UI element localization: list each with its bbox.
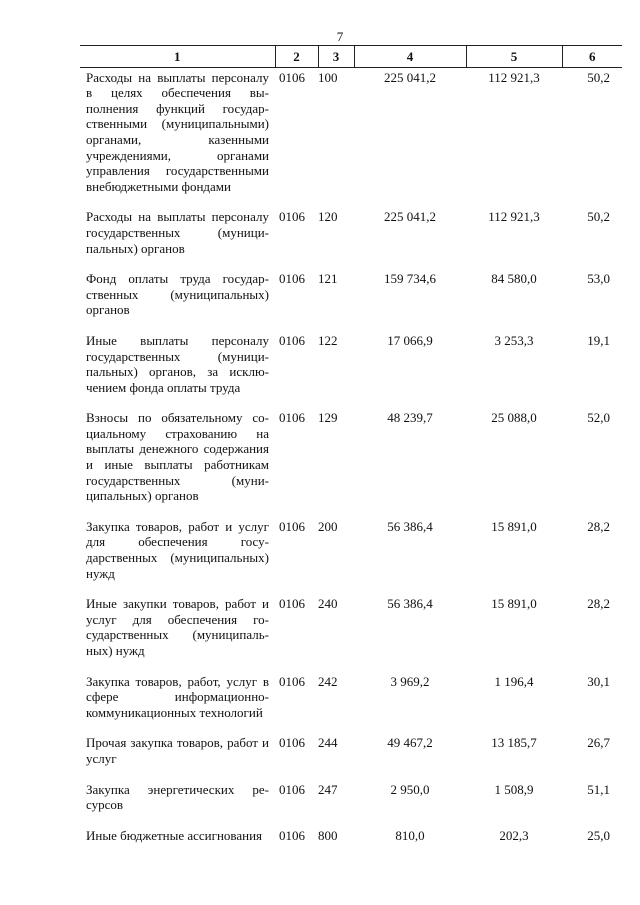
execution-percent: 51,1 xyxy=(587,781,610,797)
execution-percent: 26,7 xyxy=(587,735,610,751)
expense-type-code: 121 xyxy=(318,271,338,287)
planned-amount: 49 467,2 xyxy=(387,735,433,751)
executed-amount: 25 088,0 xyxy=(491,410,537,426)
expense-type-code: 242 xyxy=(318,673,338,689)
table-row xyxy=(80,780,622,826)
executed-amount: 13 185,7 xyxy=(491,735,537,751)
section-code: 0106 xyxy=(279,781,305,797)
expense-description: Закупка энергетических ресурсов xyxy=(86,781,269,813)
table-row xyxy=(80,408,622,517)
budget-table xyxy=(80,45,622,856)
page-number: 7 xyxy=(336,29,344,44)
section-code: 0106 xyxy=(279,673,305,689)
executed-amount: 112 921,3 xyxy=(488,209,540,225)
executed-amount: 84 580,0 xyxy=(491,271,537,287)
expense-description: Прочая закупка товаров, работ и услуг xyxy=(86,735,269,766)
expense-description: Взносы по обязательному социальному страхованию на выплаты денежного содержания и иные выплаты работникам государственных (муниципальных) органов xyxy=(86,410,269,504)
planned-amount: 56 386,4 xyxy=(387,596,433,612)
column-header: 1 xyxy=(80,46,275,68)
planned-amount: 159 734,6 xyxy=(384,271,436,287)
expense-type-code: 240 xyxy=(318,596,338,612)
expense-type-code: 122 xyxy=(318,332,338,348)
expense-description: Иные бюджетные ассигнования xyxy=(86,827,263,843)
table-row xyxy=(80,269,622,331)
planned-amount: 48 239,7 xyxy=(387,410,433,426)
planned-amount: 2 950,0 xyxy=(390,781,430,797)
executed-amount: 15 891,0 xyxy=(491,518,537,534)
expense-type-code: 129 xyxy=(318,410,338,426)
expense-description: Закупка товаров, работ и услуг для обеспечения государственных (муниципальных) нужд xyxy=(86,518,269,581)
expense-type-code: 247 xyxy=(318,781,338,797)
execution-percent: 53,0 xyxy=(587,271,610,287)
executed-amount: 3 253,3 xyxy=(494,332,534,348)
table-row xyxy=(80,672,622,734)
execution-percent: 28,2 xyxy=(587,518,610,534)
table-row xyxy=(80,207,622,269)
planned-amount: 810,0 xyxy=(395,827,425,843)
expense-type-code: 800 xyxy=(318,827,338,843)
executed-amount: 1 196,4 xyxy=(494,673,534,689)
expense-description: Фонд оплаты труда государственных (муниципальных) органов xyxy=(86,271,269,318)
column-header: 4 xyxy=(354,46,466,68)
section-code: 0106 xyxy=(279,518,305,534)
expense-type-code: 120 xyxy=(318,209,338,225)
table-row xyxy=(80,594,622,671)
planned-amount: 225 041,2 xyxy=(384,209,436,225)
section-code: 0106 xyxy=(279,69,305,85)
expense-description: Закупка товаров, работ, услуг в сфере информационно-коммуникационных технологий xyxy=(86,673,269,720)
expense-description: Иные закупки товаров, работ и услуг для обеспечения государственных (муниципальных) нужд xyxy=(86,596,269,658)
executed-amount: 15 891,0 xyxy=(491,596,537,612)
table-row xyxy=(80,517,622,594)
table-row xyxy=(80,733,622,779)
section-code: 0106 xyxy=(279,271,305,287)
section-code: 0106 xyxy=(279,827,305,843)
planned-amount: 3 969,2 xyxy=(390,673,430,689)
execution-percent: 28,2 xyxy=(587,596,610,612)
expense-description: Иные выплаты персоналу государственных (муниципальных) органов, за исключением фонда оплаты труда xyxy=(86,332,269,395)
table-row xyxy=(80,826,622,857)
section-code: 0106 xyxy=(279,735,305,751)
execution-percent: 30,1 xyxy=(587,673,610,689)
execution-percent: 19,1 xyxy=(587,332,610,348)
table-row xyxy=(80,331,622,408)
expense-type-code: 100 xyxy=(318,69,338,85)
execution-percent: 50,2 xyxy=(587,209,610,225)
section-code: 0106 xyxy=(279,596,305,612)
column-header: 5 xyxy=(466,46,562,68)
column-header: 3 xyxy=(318,46,354,68)
table-row xyxy=(80,67,622,207)
executed-amount: 1 508,9 xyxy=(494,781,534,797)
execution-percent: 52,0 xyxy=(587,410,610,426)
expense-type-code: 244 xyxy=(318,735,338,751)
section-code: 0106 xyxy=(279,332,305,348)
planned-amount: 225 041,2 xyxy=(384,69,436,85)
table-header-row xyxy=(80,46,622,68)
expense-description: Расходы на выплаты персоналу государственных (муниципальных) органов xyxy=(86,209,269,256)
expense-description: Расходы на выплаты персоналу в целях обеспечения выполнения функций государственными (муниципальными) органами, казенными учреждениями, органами управления государственными внебюджетными фондами xyxy=(86,69,269,194)
section-code: 0106 xyxy=(279,209,305,225)
planned-amount: 56 386,4 xyxy=(387,518,433,534)
column-header: 2 xyxy=(275,46,318,68)
column-header: 6 xyxy=(562,46,622,68)
executed-amount: 112 921,3 xyxy=(488,69,540,85)
planned-amount: 17 066,9 xyxy=(387,332,433,348)
executed-amount: 202,3 xyxy=(499,827,529,843)
section-code: 0106 xyxy=(279,410,305,426)
execution-percent: 25,0 xyxy=(587,827,610,843)
expense-type-code: 200 xyxy=(318,518,338,534)
execution-percent: 50,2 xyxy=(587,69,610,85)
